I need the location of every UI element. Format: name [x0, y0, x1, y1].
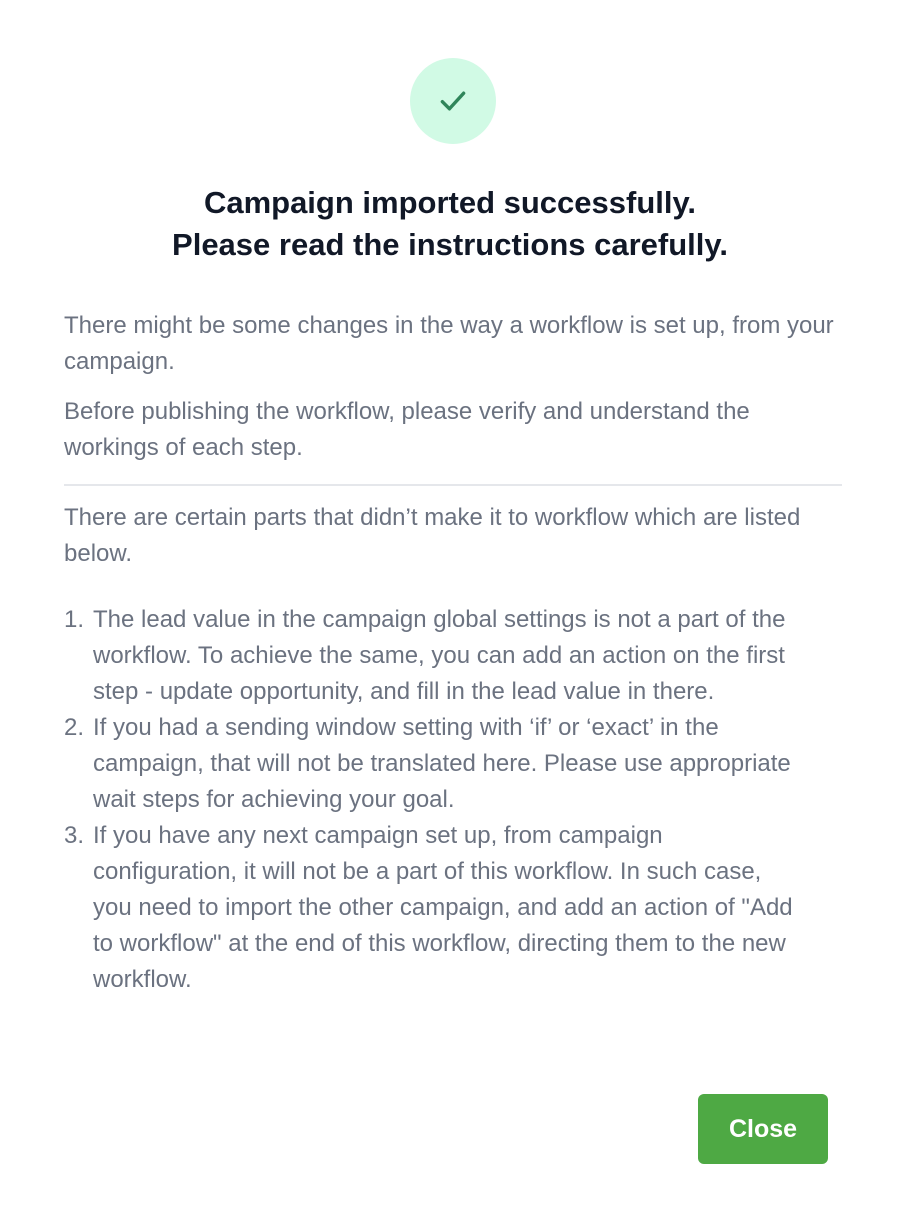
- list-item-number: 1.: [64, 606, 85, 633]
- success-badge: [410, 58, 496, 144]
- missing-parts-list: [64, 602, 842, 998]
- list-item: [64, 602, 803, 710]
- check-icon: [436, 84, 470, 118]
- divider: [64, 484, 842, 486]
- dialog-title-line-2: Please read the instructions carefully.: [172, 227, 728, 262]
- list-item-number: 3.: [64, 822, 85, 849]
- list-item-text: If you have any next campaign set up, from campaign configuration, it will not be a part of this workflow. In such case, you need to import the other campaign, and add an action of "Add to workflow" at the end of this workflow, directing them to the new workflow.: [93, 822, 793, 993]
- list-item-number: 2.: [64, 714, 85, 741]
- dialog-body: [64, 308, 842, 998]
- list-item: [64, 710, 803, 818]
- list-item-text: If you had a sending window setting with ‘if’ or ‘exact’ in the campaign, that will not be translated here. Please use appropriate wait steps for achieving your goal.: [93, 714, 791, 813]
- dialog-title: [0, 182, 900, 266]
- changes-notice: There might be some changes in the way a workflow is set up, from your campaign.: [64, 312, 834, 375]
- close-button[interactable]: Close: [698, 1094, 828, 1164]
- list-item: [64, 818, 803, 998]
- list-item-text: The lead value in the campaign global settings is not a part of the workflow. To achieve the same, you can add an action on the first step - update opportunity, and fill in the lead value in there.: [93, 606, 786, 705]
- dialog-title-line-1: Campaign imported successfully.: [203, 185, 697, 220]
- verify-notice: Before publishing the workflow, please verify and understand the workings of each step.: [64, 398, 750, 461]
- missing-parts-intro: There are certain parts that didn’t make it to workflow which are listed below.: [64, 504, 801, 567]
